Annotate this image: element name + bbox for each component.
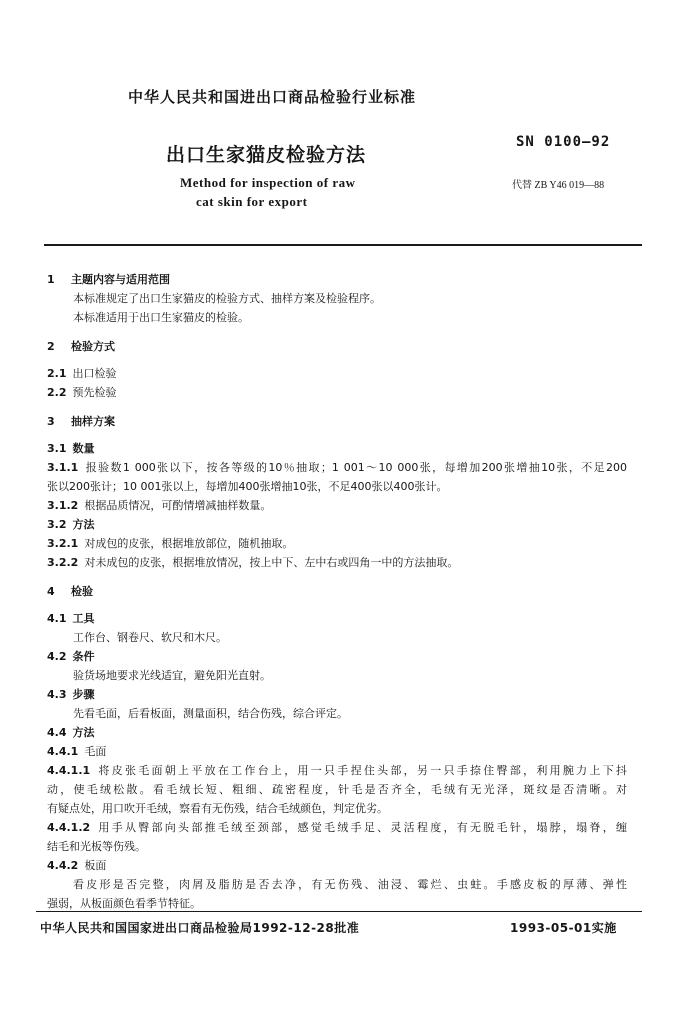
subsection-heading: 3.2 方法 — [47, 518, 95, 531]
paragraph: 看皮形是否完整，肉屑及脂肪是否去净，有无伤残、油浸、霉烂、虫蛀。手感皮板的厚薄、弹性 — [73, 878, 627, 891]
document-title-chinese: 出口生家猫皮检验方法 — [166, 144, 367, 166]
document-title-english-line-1: Method for inspection of raw — [180, 175, 356, 190]
paragraph: 本标准规定了出口生家猫皮的检验方式、抽样方案及检验程序。 — [73, 292, 381, 305]
subsection-heading: 3.1 数量 — [47, 442, 95, 455]
paragraph: 3.2.2 对未成包的皮张，根据堆放情况，按上中下、左中右或四角一中的方法抽取。 — [47, 556, 459, 569]
subsection-heading: 4.4 方法 — [47, 726, 95, 739]
header-divider — [44, 244, 642, 246]
paragraph-continuation: 动，使毛绒松散。看毛绒长短、粗细、疏密程度，针毛是否齐全，毛绒有无光泽，斑纹是否清晰。对 — [47, 783, 627, 796]
subsection-item: 2.1 出口检验 — [47, 367, 117, 380]
subsection-item: 2.2 预先检验 — [47, 386, 117, 399]
approval-note: 中华人民共和国国家进出口商品检验局1992-12-28批准 — [40, 921, 360, 935]
paragraph: 验货场地要求光线适宜，避免阳光直射。 — [73, 669, 271, 682]
issuing-organization: 中华人民共和国进出口商品检验行业标准 — [128, 88, 417, 106]
document-body — [47, 268, 627, 913]
paragraph: 4.4.1.1 将皮张毛面朝上平放在工作台上，用一只手捏住头部，另一只手捺住臀部，利用腕力上下抖 — [47, 764, 627, 777]
paragraph-continuation: 强弱，从板面颜色看季节特征。 — [47, 897, 201, 910]
paragraph: 工作台、钢卷尺、软尺和木尺。 — [73, 631, 227, 644]
paragraph-continuation: 结毛和光板等伤残。 — [47, 840, 146, 853]
paragraph: 4.4.1.2 用手从臀部向头部推毛绒至颈部，感觉毛绒手足、灵活程度，有无脱毛针，塌脖，塌脊，缠 — [47, 821, 627, 834]
document-title-english-line-2: cat skin for export — [196, 194, 308, 209]
subsection-heading: 4.3 步骤 — [47, 688, 95, 701]
subsection-heading: 4.4.1 毛面 — [47, 745, 107, 758]
subsection-heading: 4.2 条件 — [47, 650, 95, 663]
section-heading: 3 抽样方案 — [47, 415, 115, 428]
section-heading: 1 主题内容与适用范围 — [47, 273, 170, 286]
subsection-heading: 4.1 工具 — [47, 612, 95, 625]
paragraph-continuation: 有疑点处，用口吹开毛绒，察看有无伤残，结合毛绒颜色，判定优劣。 — [47, 802, 388, 815]
paragraph-continuation: 张以200张计；10 001张以上，每增加400张增抽10张，不足400张以400张计。 — [47, 480, 448, 493]
paragraph: 3.2.1 对成包的皮张，根据堆放部位，随机抽取。 — [47, 537, 294, 550]
standard-number: SN 0100—92 — [516, 134, 611, 150]
section-heading: 4 检验 — [47, 585, 93, 598]
paragraph: 先看毛面，后看板面，测量面积，结合伤残，综合评定。 — [73, 707, 348, 720]
paragraph: 3.1.2 根据品质情况，可酌情增减抽样数量。 — [47, 499, 272, 512]
footer-divider — [36, 911, 642, 912]
section-heading: 2 检验方式 — [47, 340, 115, 353]
effective-date: 1993-05-01实施 — [510, 921, 617, 935]
subsection-heading: 4.4.2 板面 — [47, 859, 107, 872]
paragraph: 本标准适用于出口生家猫皮的检验。 — [73, 311, 249, 324]
replaces-standard-note: 代替 ZB Y46 019—88 — [512, 180, 605, 191]
paragraph: 3.1.1 报验数1 000张以下，按各等级的10％抽取；1 001～10 000张，每增加200张增抽10张，不足200 — [47, 461, 627, 474]
